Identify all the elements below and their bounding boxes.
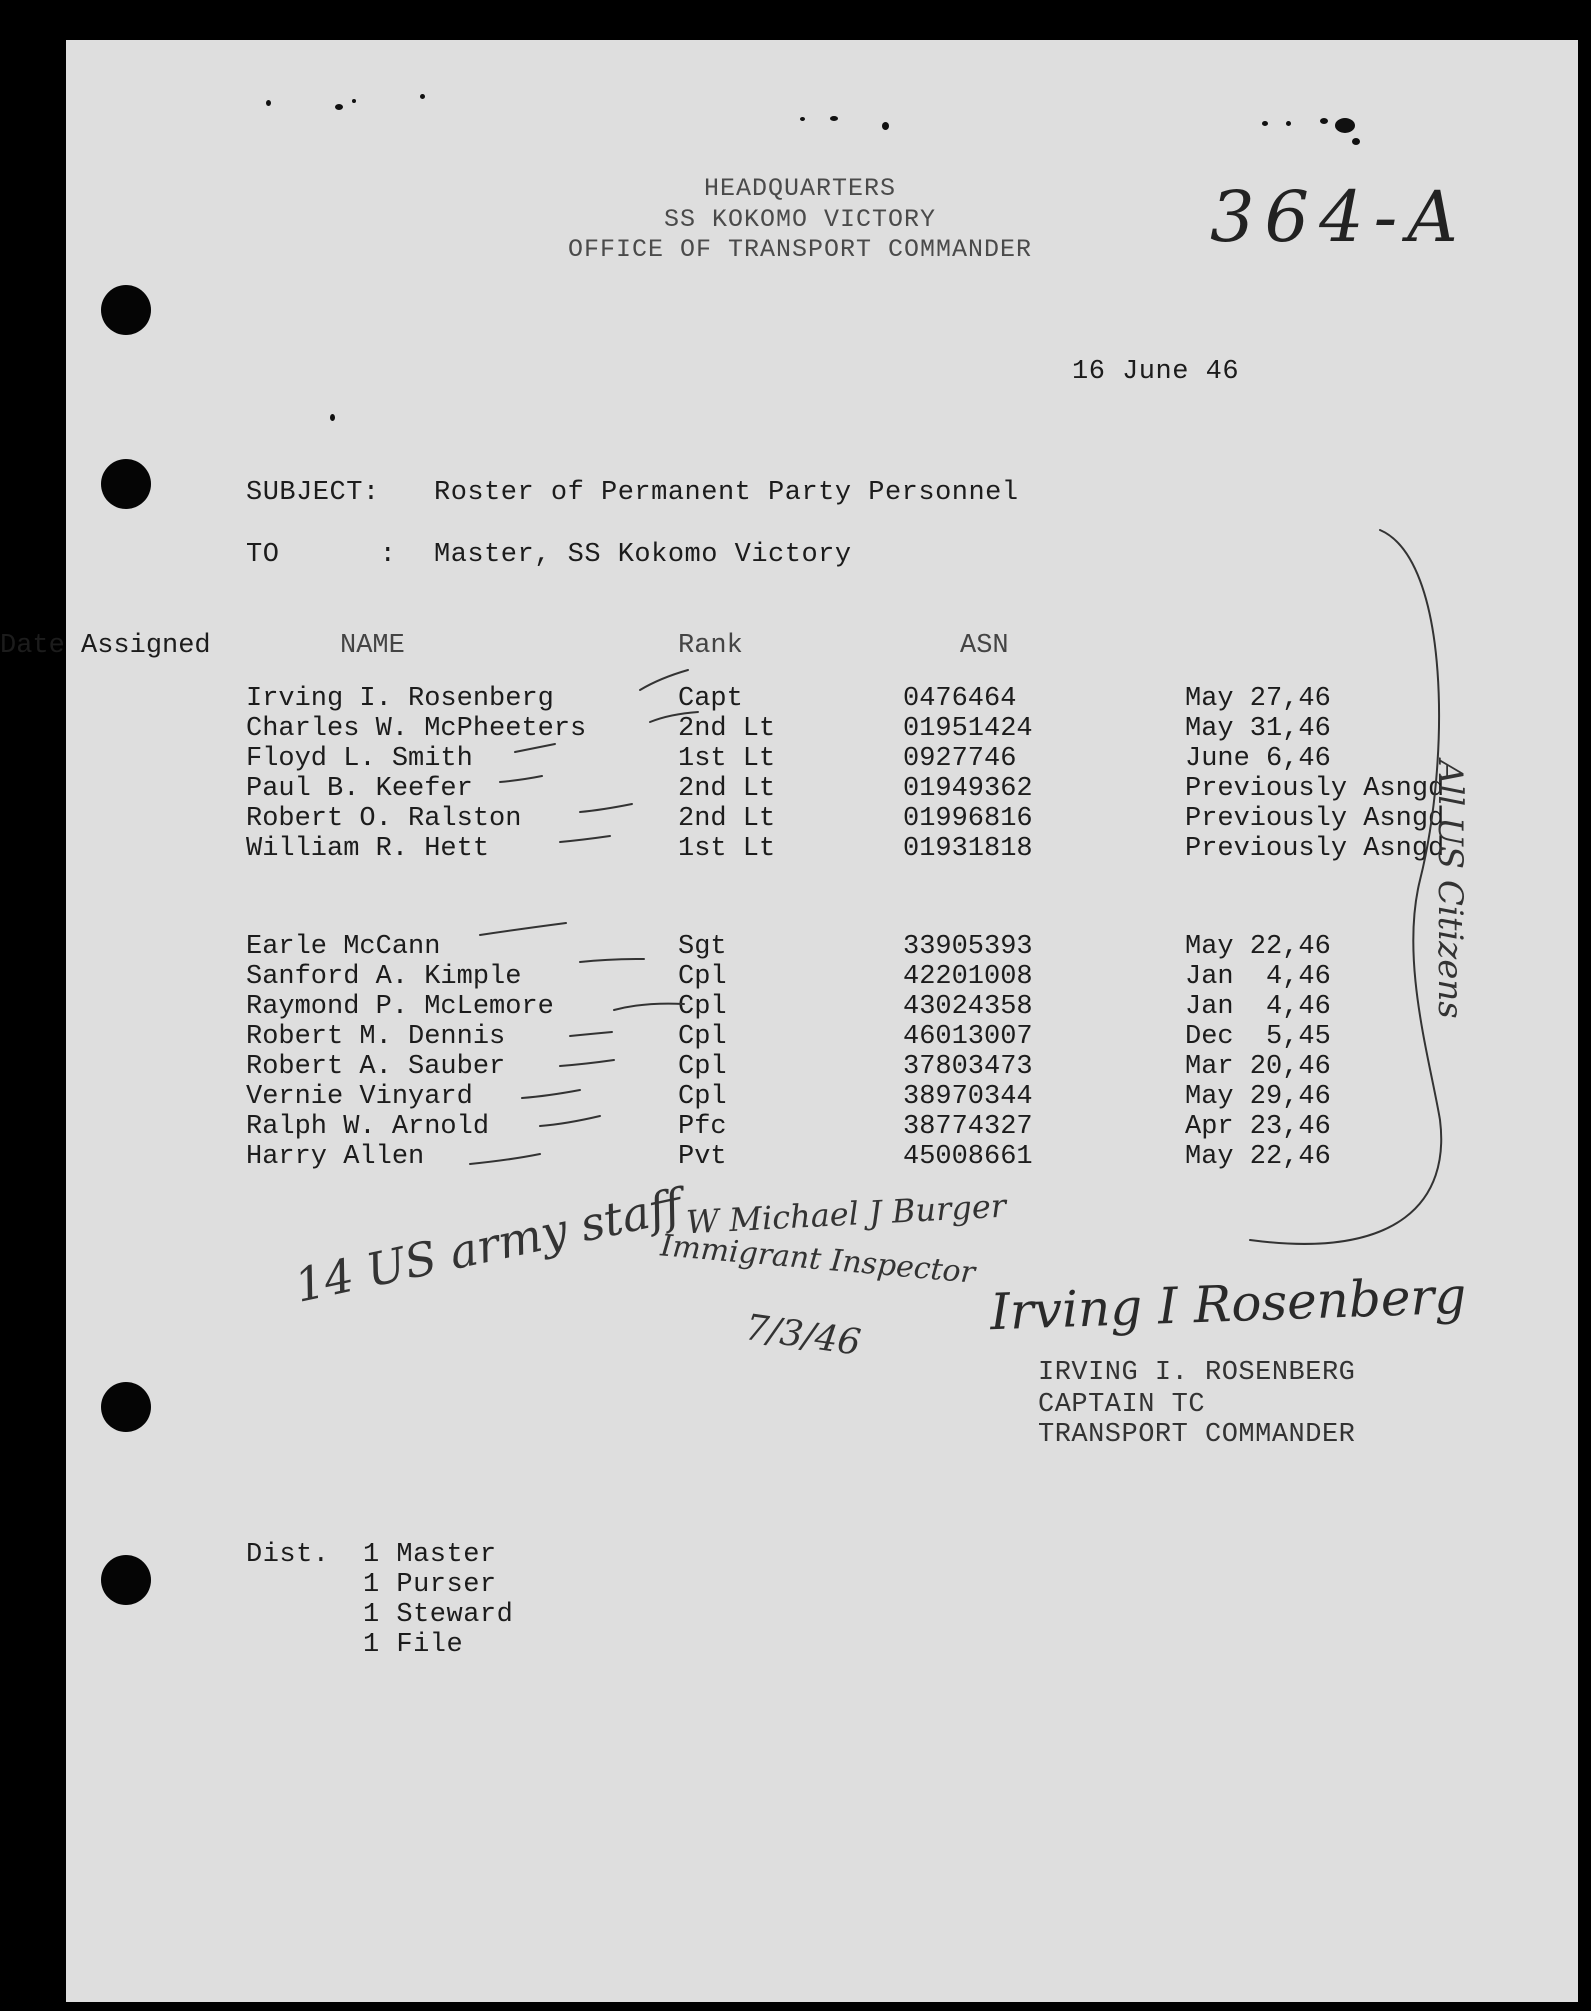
person-rank: 2nd Lt bbox=[678, 804, 776, 834]
person-asn: 46013007 bbox=[903, 1022, 1033, 1052]
person-name: Raymond P. McLemore bbox=[246, 992, 554, 1022]
person-asn: 38774327 bbox=[903, 1112, 1033, 1142]
person-asn: 01949362 bbox=[903, 774, 1033, 804]
date-assigned: Apr 23,46 bbox=[1185, 1112, 1331, 1142]
person-asn: 45008661 bbox=[903, 1142, 1033, 1172]
person-rank: 1st Lt bbox=[678, 834, 776, 864]
signature: Irving I Rosenberg bbox=[989, 1266, 1468, 1342]
check-mark bbox=[480, 923, 566, 935]
person-rank: Cpl bbox=[678, 992, 727, 1022]
check-mark bbox=[470, 1154, 540, 1164]
date-assigned: June 6,46 bbox=[1185, 744, 1331, 774]
person-rank: Cpl bbox=[678, 1052, 727, 1082]
date-assigned: Jan 4,46 bbox=[1185, 962, 1331, 992]
inspector-name: W Michael J Burger bbox=[685, 1186, 1007, 1242]
person-name: Paul B. Keefer bbox=[246, 774, 473, 804]
person-name: Irving I. Rosenberg bbox=[246, 684, 554, 714]
person-asn: 01996816 bbox=[903, 804, 1033, 834]
header-line-1: HEADQUARTERS bbox=[703, 174, 897, 203]
column-header-asn: ASN bbox=[960, 631, 1009, 661]
subject-value: Roster of Permanent Party Personnel bbox=[434, 478, 1019, 508]
distribution-item: 1 Steward bbox=[363, 1600, 514, 1630]
header-line-3: OFFICE OF TRANSPORT COMMANDER bbox=[567, 235, 1033, 264]
check-mark bbox=[560, 836, 610, 842]
date-assigned: Jan 4,46 bbox=[1185, 992, 1331, 1022]
file-number: 364-A bbox=[1210, 176, 1468, 258]
person-name: Earle McCann bbox=[246, 932, 441, 962]
document-date: 16 June 46 bbox=[1072, 357, 1240, 387]
date-assigned: Dec 5,45 bbox=[1185, 1022, 1331, 1052]
check-mark bbox=[522, 1090, 580, 1098]
check-mark bbox=[540, 1116, 600, 1126]
to-value: Master, SS Kokomo Victory bbox=[434, 540, 852, 570]
person-asn: 0927746 bbox=[903, 744, 1017, 774]
person-name: Floyd L. Smith bbox=[246, 744, 473, 774]
distribution-item: 1 File bbox=[363, 1630, 464, 1660]
column-header-date: Date Assigned bbox=[0, 631, 211, 661]
date-assigned: Previously Asngd bbox=[1185, 804, 1445, 834]
date-assigned: May 29,46 bbox=[1185, 1082, 1331, 1112]
signature-rank: CAPTAIN TC bbox=[1038, 1390, 1206, 1420]
date-assigned: Previously Asngd bbox=[1185, 774, 1445, 804]
date-assigned: May 31,46 bbox=[1185, 714, 1331, 744]
person-rank: Cpl bbox=[678, 1022, 727, 1052]
inspector-title: Immigrant Inspector bbox=[659, 1228, 977, 1291]
person-asn: 38970344 bbox=[903, 1082, 1033, 1112]
person-name: Robert M. Dennis bbox=[246, 1022, 506, 1052]
person-name: Ralph W. Arnold bbox=[246, 1112, 490, 1142]
person-rank: Capt bbox=[678, 684, 743, 714]
person-rank: 2nd Lt bbox=[678, 714, 776, 744]
person-rank: 2nd Lt bbox=[678, 774, 776, 804]
distribution-label: Dist. bbox=[246, 1540, 330, 1570]
person-name: Charles W. McPheeters bbox=[246, 714, 587, 744]
column-header-name: NAME bbox=[340, 631, 405, 661]
distribution-item: 1 Purser bbox=[363, 1570, 497, 1600]
person-rank: Pfc bbox=[678, 1112, 727, 1142]
check-mark bbox=[650, 712, 698, 722]
date-assigned: Previously Asngd bbox=[1185, 834, 1445, 864]
date-assigned: May 22,46 bbox=[1185, 932, 1331, 962]
person-rank: Cpl bbox=[678, 962, 727, 992]
person-rank: Pvt bbox=[678, 1142, 727, 1172]
person-asn: 0476464 bbox=[903, 684, 1017, 714]
citizenship-margin-note: All US Citizens bbox=[1430, 760, 1470, 1019]
to-label: TO : bbox=[246, 540, 397, 570]
check-mark bbox=[500, 776, 542, 782]
person-rank: Sgt bbox=[678, 932, 727, 962]
person-asn: 43024358 bbox=[903, 992, 1033, 1022]
header-line-2: SS KOKOMO VICTORY bbox=[663, 205, 937, 234]
margin-bracket bbox=[1250, 530, 1441, 1244]
column-header-rank: Rank bbox=[678, 631, 743, 661]
person-asn: 01951424 bbox=[903, 714, 1033, 744]
person-rank: Cpl bbox=[678, 1082, 727, 1112]
signature-name: IRVING I. ROSENBERG bbox=[1038, 1358, 1356, 1388]
date-assigned: May 27,46 bbox=[1185, 684, 1331, 714]
signature-title: TRANSPORT COMMANDER bbox=[1038, 1420, 1356, 1450]
check-mark bbox=[515, 744, 555, 752]
person-rank: 1st Lt bbox=[678, 744, 776, 774]
staff-count-note: 14 US army staff bbox=[290, 1178, 687, 1313]
person-asn: 01931818 bbox=[903, 834, 1033, 864]
person-asn: 37803473 bbox=[903, 1052, 1033, 1082]
subject-label: SUBJECT: bbox=[246, 478, 380, 508]
check-mark bbox=[560, 1060, 614, 1066]
date-assigned: Mar 20,46 bbox=[1185, 1052, 1331, 1082]
person-name: Harry Allen bbox=[246, 1142, 425, 1172]
person-name: Vernie Vinyard bbox=[246, 1082, 473, 1112]
person-name: William R. Hett bbox=[246, 834, 490, 864]
check-mark bbox=[640, 670, 688, 690]
check-mark bbox=[570, 1032, 612, 1036]
person-asn: 42201008 bbox=[903, 962, 1033, 992]
person-name: Robert A. Sauber bbox=[246, 1052, 506, 1082]
person-name: Robert O. Ralston bbox=[246, 804, 522, 834]
person-name: Sanford A. Kimple bbox=[246, 962, 522, 992]
date-assigned: May 22,46 bbox=[1185, 1142, 1331, 1172]
distribution-item: 1 Master bbox=[363, 1540, 497, 1570]
inspector-date: 7/3/46 bbox=[742, 1307, 864, 1364]
person-asn: 33905393 bbox=[903, 932, 1033, 962]
check-mark bbox=[580, 804, 632, 812]
check-mark bbox=[580, 959, 644, 962]
check-mark bbox=[614, 1004, 684, 1010]
